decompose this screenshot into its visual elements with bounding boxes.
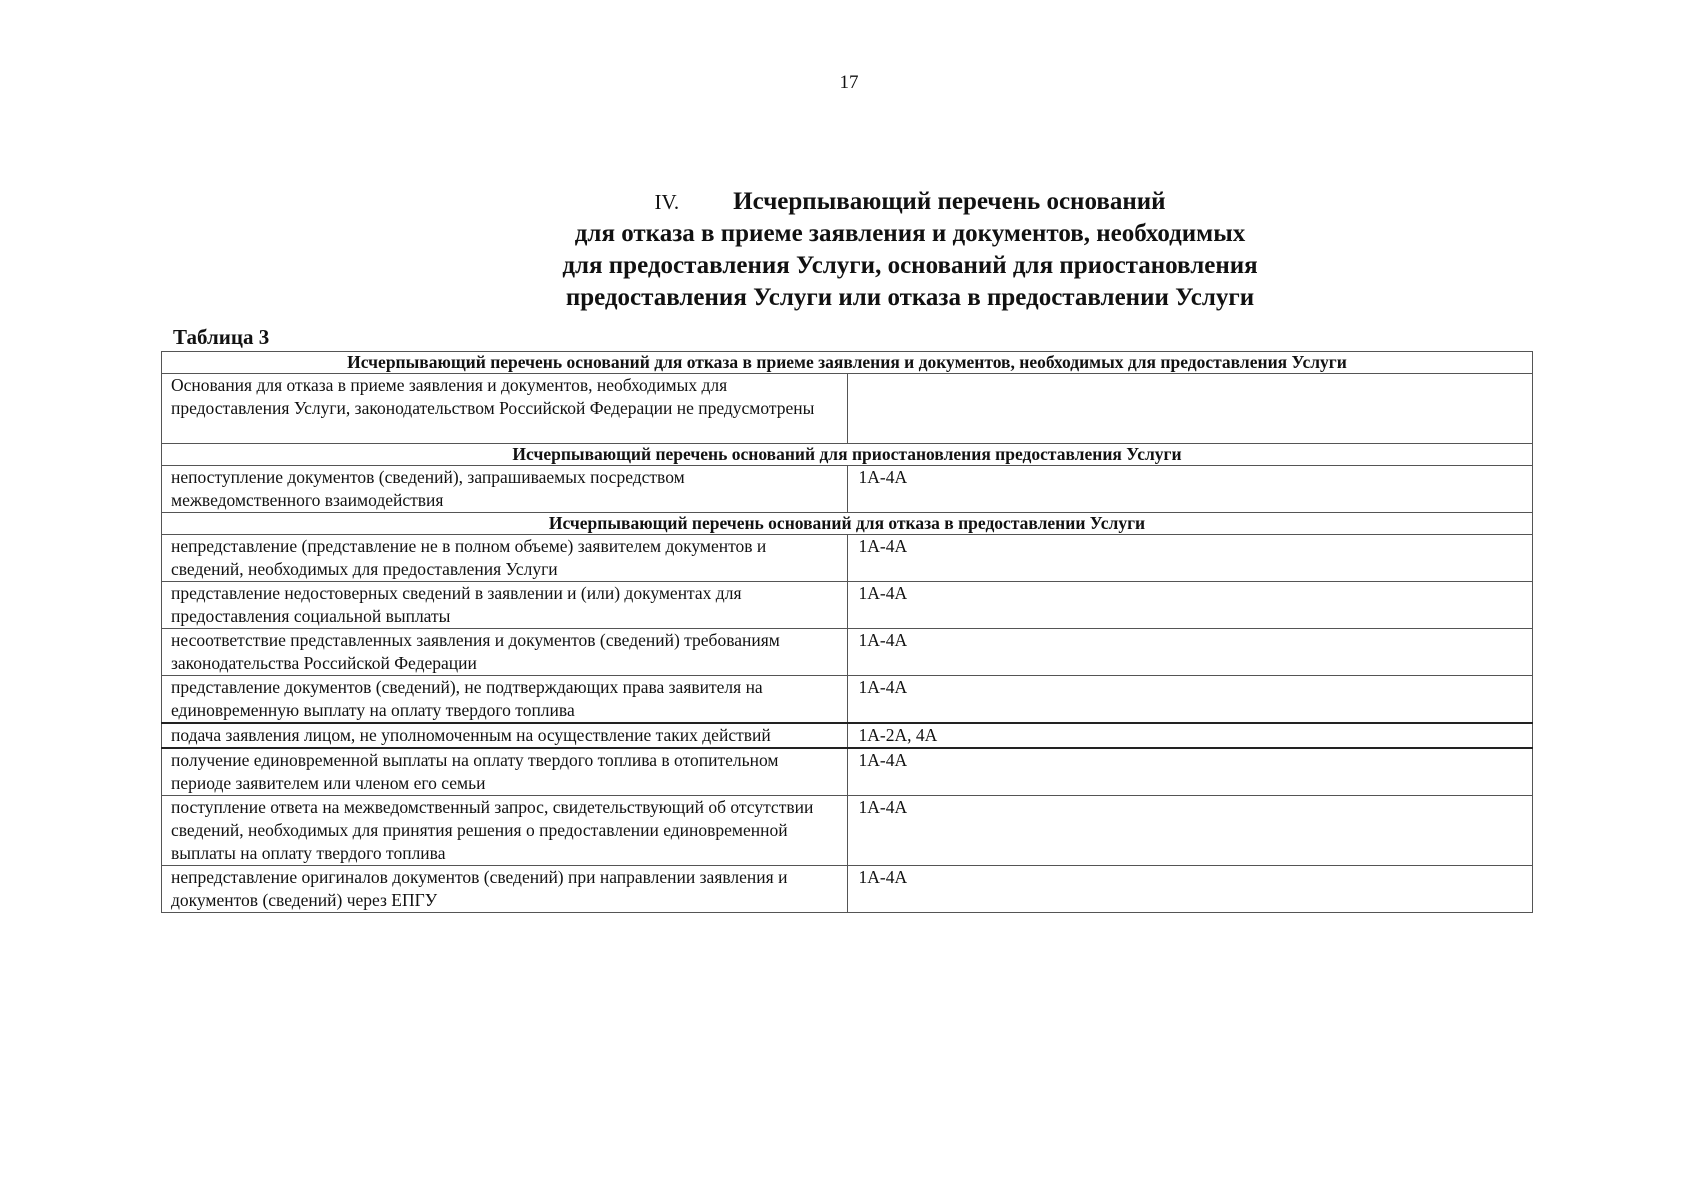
table-row [162,535,1533,582]
reason-cell: непредставление (представление не в полном объеме) заявителем документов и сведений, необходимых для предоставления Услуги [162,535,848,582]
table-row [162,866,1533,913]
reason-cell: непоступление документов (сведений), запрашиваемых посредством межведомственного взаимодействия [162,466,848,513]
section-header-row [162,352,1533,374]
reason-cell: получение единовременной выплаты на оплату твердого топлива в отопительном периоде заявителем или членом его семьи [162,748,848,796]
heading-line-2: для отказа в приеме заявления и документов, необходимых [574,220,1246,247]
section-header-row [162,513,1533,535]
table-row [162,796,1533,866]
reason-cell: непредставление оригиналов документов (сведений) при направлении заявления и документов (сведений) через ЕПГУ [162,866,848,913]
code-cell: 1А-4А [847,582,1533,629]
code-cell: 1А-4А [847,796,1533,866]
code-cell: 1А-4А [847,866,1533,913]
table-row [162,723,1533,748]
reasons-table [161,351,1533,913]
reason-cell: Основания для отказа в приеме заявления и документов, необходимых для предоставления Услуги, законодательством Российской Федерации не предусмотрены [162,374,848,444]
reason-cell: подача заявления лицом, не уполномоченным на осуществление таких действий [162,723,848,748]
section-title-service-refusal: Исчерпывающий перечень оснований для отказа в предоставлении Услуги [162,513,1533,535]
section-title-suspension: Исчерпывающий перечень оснований для приостановления предоставления Услуги [162,444,1533,466]
table-row [162,676,1533,724]
section-header-row [162,444,1533,466]
code-cell: 1А-4А [847,629,1533,676]
code-cell: 1А-4А [847,466,1533,513]
table-row [162,748,1533,796]
heading-line-1: Исчерпывающий перечень оснований [733,188,1166,215]
table-row [162,629,1533,676]
table-row [162,582,1533,629]
reason-cell: поступление ответа на межведомственный запрос, свидетельствующий об отсутствии сведений, необходимых для принятия решения о предоставлении единовременной выплаты на оплату твердого топлива [162,796,848,866]
table-row [162,466,1533,513]
reason-cell: представление документов (сведений), не подтверждающих права заявителя на единовременную выплату на оплату твердого топлива [162,676,848,724]
section-roman-numeral: IV. [654,190,680,214]
section-heading [420,186,1400,314]
code-cell: 1А-4А [847,676,1533,724]
code-cell: 1А-4А [847,748,1533,796]
reason-cell: представление недостоверных сведений в заявлении и (или) документах для предоставления социальной выплаты [162,582,848,629]
table-caption: Таблица 3 [173,325,270,349]
section-title-reception-refusal: Исчерпывающий перечень оснований для отказа в приеме заявления и документов, необходимых для предоставления Услуги [162,352,1533,374]
code-cell: 1А-2А, 4А [847,723,1533,748]
reason-cell: несоответствие представленных заявления и документов (сведений) требованиям законодательства Российской Федерации [162,629,848,676]
table-row [162,374,1533,444]
page-number: 17 [839,72,859,93]
code-cell: 1А-4А [847,535,1533,582]
code-cell [847,374,1533,444]
heading-line-3: для предоставления Услуги, оснований для приостановления [562,252,1258,279]
heading-line-4: предоставления Услуги или отказа в предоставлении Услуги [565,284,1255,311]
